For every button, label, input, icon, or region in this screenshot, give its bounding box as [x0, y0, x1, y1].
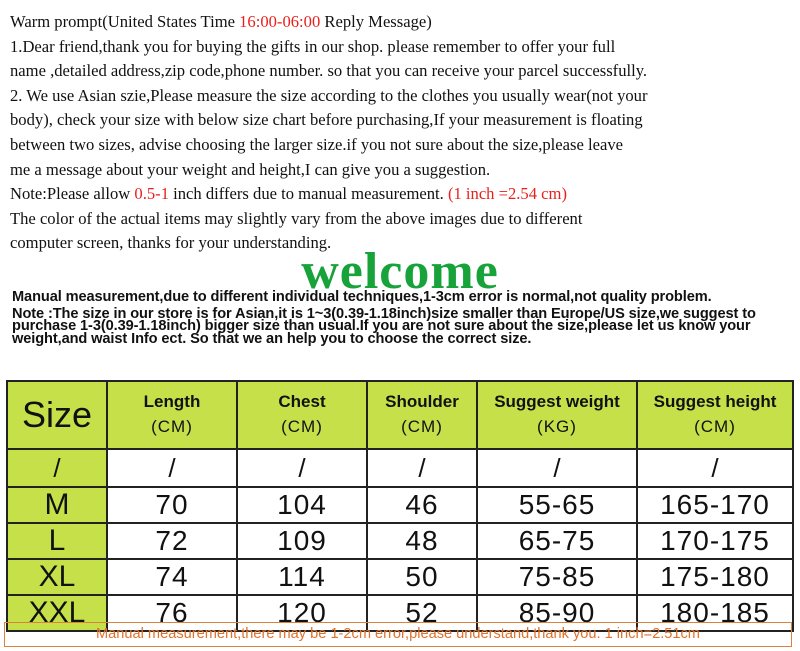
- length-value: 70: [107, 487, 237, 523]
- warm-prompt: [10, 10, 790, 256]
- chest-value: 120: [237, 595, 367, 631]
- slash-cell: /: [107, 449, 237, 487]
- slash-cell: /: [7, 449, 107, 487]
- shoulder-value: 50: [367, 559, 477, 595]
- shoulder-value: 48: [367, 523, 477, 559]
- tolerance-value: 0.5-1: [134, 184, 169, 204]
- footer-note: Manual measurement,there may be 1-2cm error,please understand,thank you. 1 inch=2.51cm: [4, 622, 792, 647]
- height-value: 165-170: [637, 487, 793, 523]
- slash-cell: /: [237, 449, 367, 487]
- asian-size-note: Note :The size in our store is for Asian,it is 1~3(0.39-1.18inch)size smaller than Europe/US size,we suggest to purchase 1-3(0.39-1.18inch) bigger size than usual.If you are not sure about the size,please let us know your weight,and waist Info ect. So that we an help you to choose the correct size.: [12, 305, 756, 347]
- size-label: M: [7, 487, 107, 523]
- weight-value: 55-65: [477, 487, 637, 523]
- header-chest: Chest (CM): [237, 381, 367, 449]
- size-chart-header-row: [7, 381, 793, 449]
- height-value: 170-175: [637, 523, 793, 559]
- prompt-line-2: name ,detailed address,zip code,phone number. so that you can receive your parcel successfully.: [10, 61, 648, 81]
- slash-row: [7, 449, 793, 487]
- shoulder-value: 52: [367, 595, 477, 631]
- table-row: [7, 523, 793, 559]
- prompt-line-1: 1.Dear friend,thank you for buying the gifts in our shop. please remember to offer your full: [10, 36, 616, 56]
- prompt-line-3: 2. We use Asian szie,Please measure the size according to the clothes you usually wear(not your: [10, 85, 648, 105]
- weight-value: 85-90: [477, 595, 637, 631]
- weight-value: 65-75: [477, 523, 637, 559]
- length-value: 74: [107, 559, 237, 595]
- header-suggest-weight: Suggest weight (KG): [477, 381, 637, 449]
- length-value: 72: [107, 523, 237, 559]
- size-label: L: [7, 523, 107, 559]
- reply-time: 16:00-06:00: [239, 12, 321, 31]
- chest-value: 104: [237, 487, 367, 523]
- inch-conversion: (1 inch =2.54 cm): [447, 184, 567, 204]
- size-column-header: Size: [7, 381, 107, 449]
- size-label: XL: [7, 559, 107, 595]
- height-value: 180-185: [637, 595, 793, 631]
- welcome-heading: welcome: [301, 243, 499, 300]
- height-value: 175-180: [637, 559, 793, 595]
- table-row: [7, 487, 793, 523]
- chest-value: 114: [237, 559, 367, 595]
- prompt-line-5: between two sizes, advise choosing the larger size.if you not sure about the size,please leave: [10, 134, 623, 154]
- size-chart: [6, 380, 794, 632]
- prompt-line-9: computer screen, thanks for your understanding.: [10, 233, 332, 253]
- slash-cell: /: [477, 449, 637, 487]
- chest-value: 109: [237, 523, 367, 559]
- table-row: [7, 559, 793, 595]
- slash-cell: /: [637, 449, 793, 487]
- length-value: 76: [107, 595, 237, 631]
- header-length: Length (CM): [107, 381, 237, 449]
- prompt-line-4: body), check your size with below size chart before purchasing,If your measurement is floating: [10, 110, 643, 130]
- size-label: XXL: [7, 595, 107, 631]
- measurement-notes: [12, 291, 798, 349]
- header-suggest-height: Suggest height (CM): [637, 381, 793, 449]
- prompt-line-6: me a message about your weight and height,I can give you a suggestion.: [10, 159, 491, 179]
- shoulder-value: 46: [367, 487, 477, 523]
- slash-cell: /: [367, 449, 477, 487]
- prompt-line-8: The color of the actual items may slightly vary from the above images due to different: [10, 208, 583, 228]
- weight-value: 75-85: [477, 559, 637, 595]
- manual-measurement-note: Manual measurement,due to different individual techniques,1-3cm error is normal,not quality problem.: [12, 289, 712, 305]
- prompt-line-7: Note:Please allow 0.5-1 inch differs due to manual measurement. (1 inch =2.54 cm): [10, 184, 567, 204]
- prompt-line-0: Warm prompt(United States Time 16:00-06:00 Reply Message): [10, 12, 432, 31]
- header-shoulder: Shoulder (CM): [367, 381, 477, 449]
